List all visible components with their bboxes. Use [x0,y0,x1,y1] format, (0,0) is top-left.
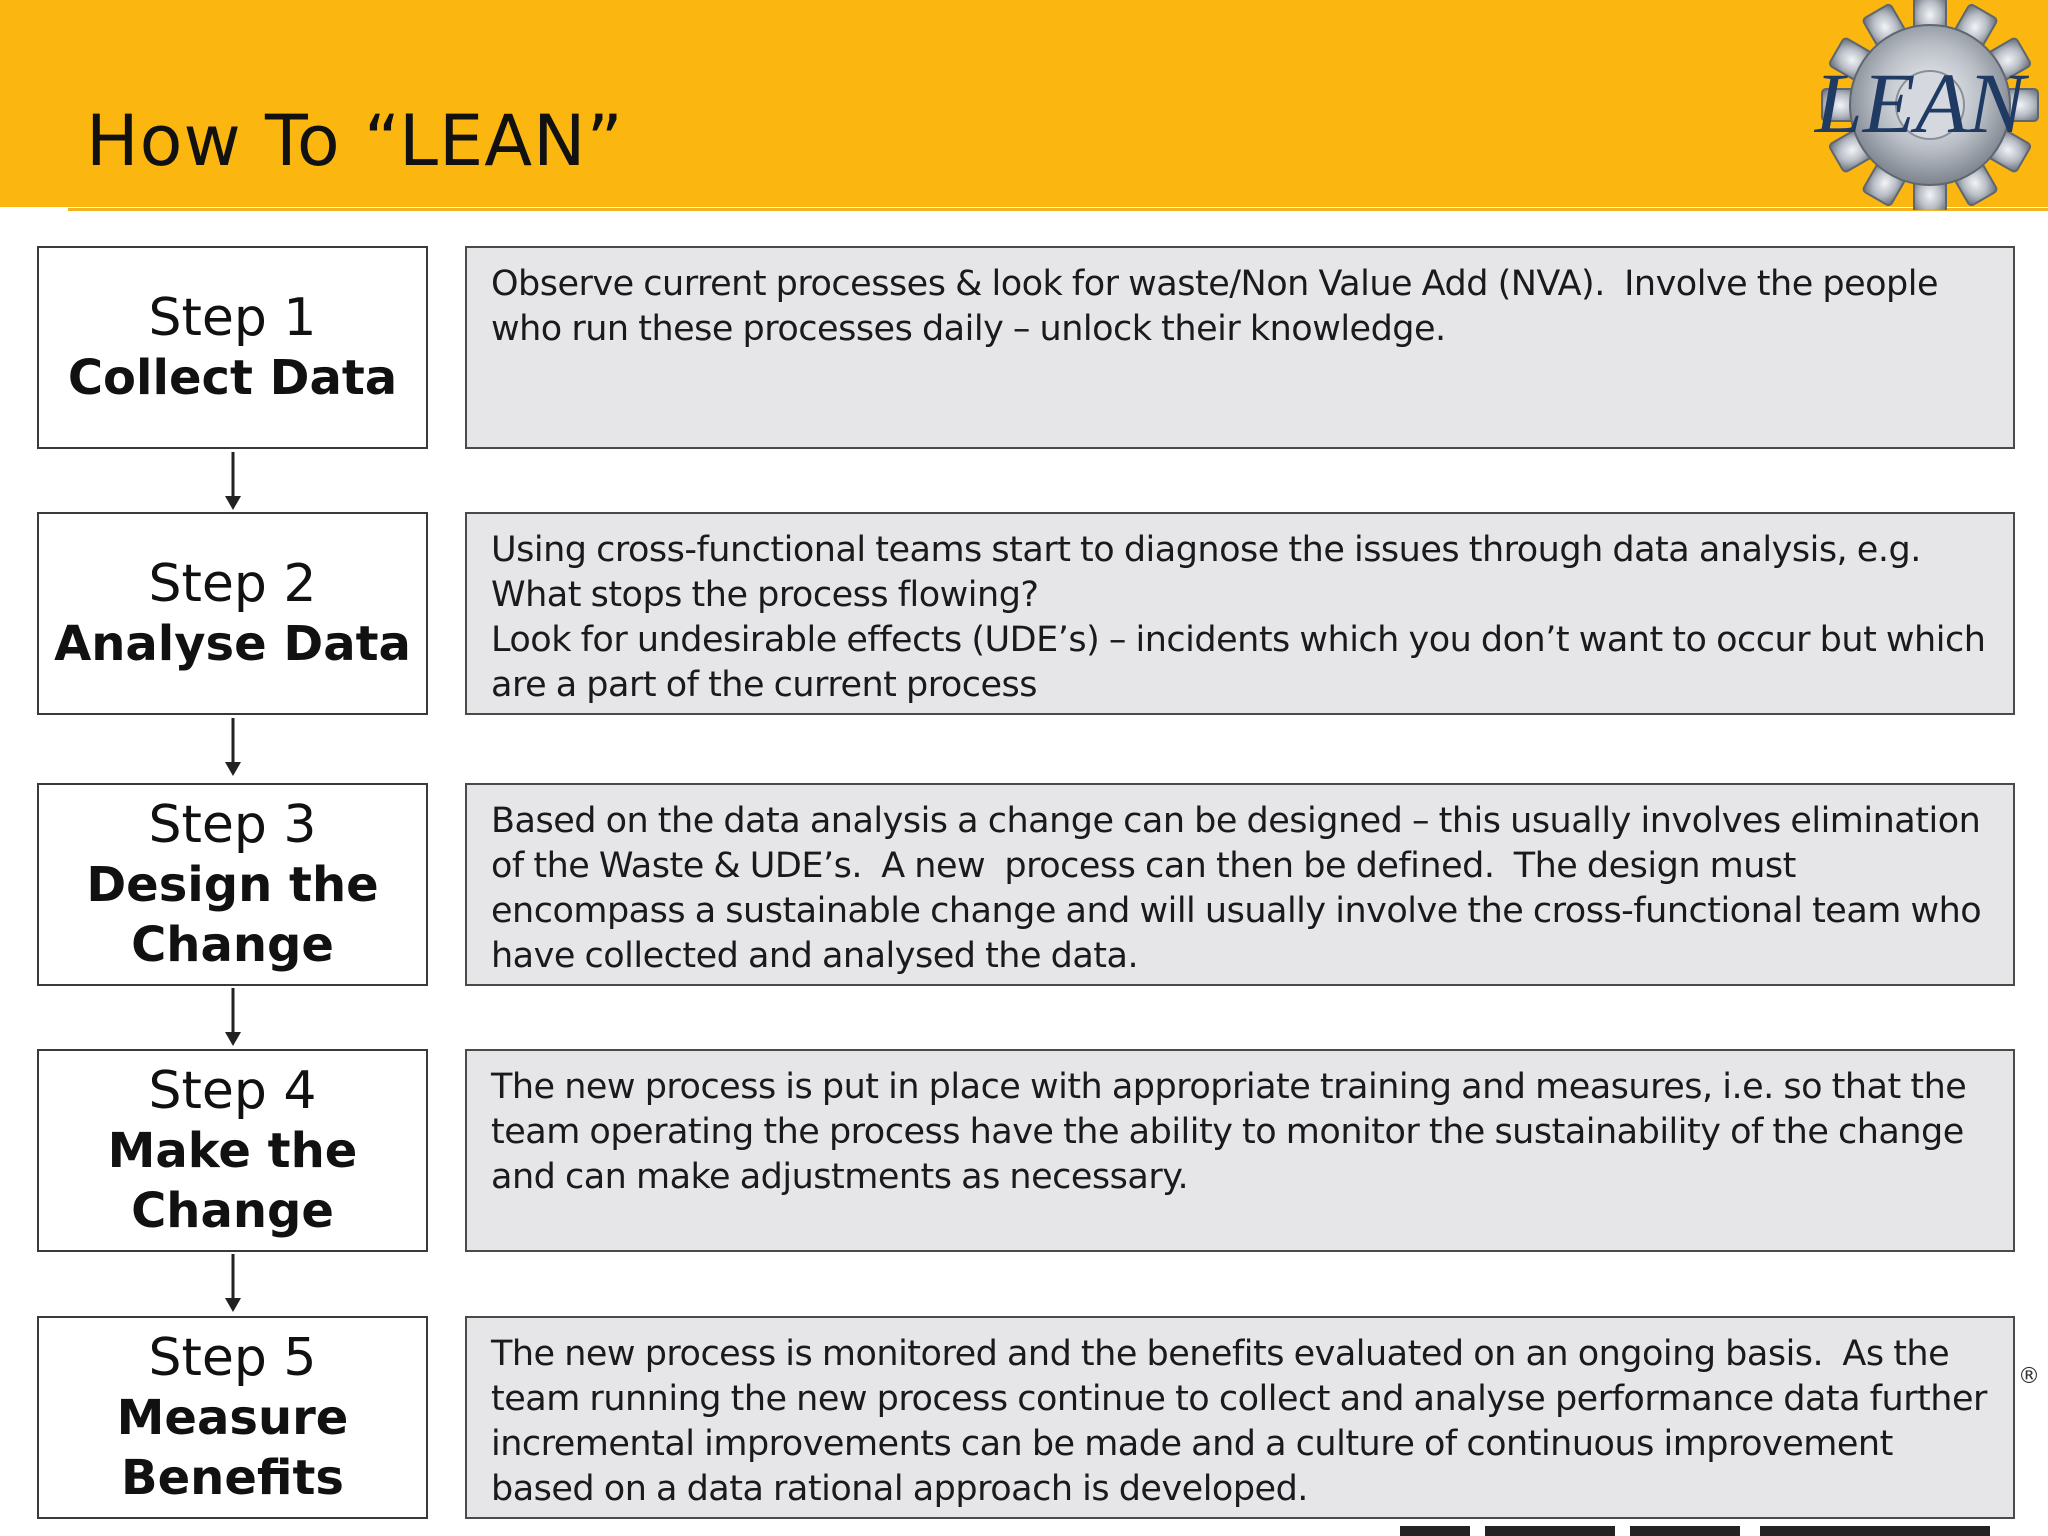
step-1-number: Step 1 [148,287,317,348]
step-1-box [37,246,428,449]
step-2-box [37,512,428,715]
page-title: How To “LEAN” [86,100,624,182]
step-1-description: Observe current processes & look for waste/Non Value Add (NVA). Involve the people who run these processes daily – unlock their knowledge. [465,246,2015,449]
step-2-number: Step 2 [148,553,317,614]
step-3-number: Step 3 [148,794,317,855]
arrow-down-icon [222,1254,244,1314]
step-4-description: The new process is put in place with appropriate training and measures, i.e. so that the team operating the process have the ability to monitor the sustainability of the change and can make adjustments as necessary. [465,1049,2015,1252]
header-divider [68,208,2048,211]
step-1-name: Collect Data [67,349,398,406]
footer-cutoff-text [1390,1520,2010,1536]
step-4-number: Step 4 [148,1060,317,1121]
step-3-name: Design the Change [86,856,379,973]
step-5-number: Step 5 [148,1327,317,1388]
lean-logo [1780,0,2048,210]
arrow-down-icon [222,452,244,512]
step-4-name: Make the Change [107,1122,358,1239]
step-2-description: Using cross-functional teams start to diagnose the issues through data analysis, e.g. What stops the process flowing? Look for undesirable effects (UDE’s) – incidents which you don’t want to occur but which are a part of the current process [465,512,2015,715]
step-3-box [37,783,428,986]
step-5-name: Measure Benefits [116,1389,349,1506]
arrow-down-icon [222,718,244,778]
registered-mark: ® [2018,1364,2040,1389]
step-3-description: Based on the data analysis a change can be designed – this usually involves elimination of the Waste & UDE’s. A new process can then be defined. The design must encompass a sustainable change and will usually involve the cross-functional team who have collected and analysed the data. [465,783,2015,986]
step-5-description: The new process is monitored and the benefits evaluated on an ongoing basis. As the team running the new process continue to collect and analyse performance data further incremental improvements can be made and a culture of continuous improvement based on a data rational approach is developed. [465,1316,2015,1519]
step-4-box [37,1049,428,1252]
step-5-box [37,1316,428,1519]
logo-text: LEAN [1814,55,2026,151]
step-2-name: Analyse Data [54,615,411,672]
arrow-down-icon [222,988,244,1048]
